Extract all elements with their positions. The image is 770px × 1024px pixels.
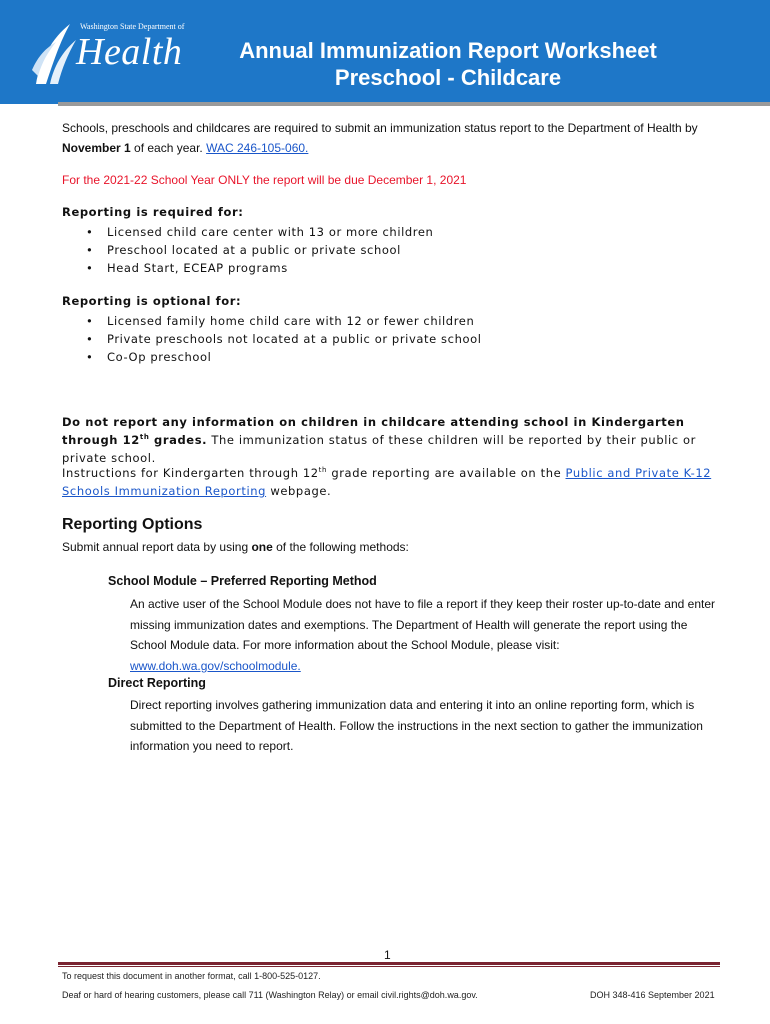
required-list: [62, 223, 433, 277]
required-heading: Reporting is required for:: [62, 205, 244, 219]
superscript: th: [318, 466, 328, 475]
header-divider: [58, 102, 770, 106]
optional-list: [62, 312, 482, 366]
doh-logo: [30, 18, 185, 88]
school-module-link[interactable]: www.doh.wa.gov/schoolmodule.: [130, 658, 301, 673]
options-intro-text: Submit annual report data by using: [62, 540, 252, 554]
intro-paragraph: [62, 118, 712, 158]
title-line-1: Annual Immunization Report Worksheet: [239, 38, 657, 63]
school-module-paragraph: [130, 594, 724, 676]
logo-health-text: Health: [76, 31, 183, 73]
do-not-report-paragraph: [62, 413, 722, 467]
reporting-options-heading: Reporting Options: [62, 516, 203, 533]
footer-format-request: To request this document in another format, call 1-800-525-0127.: [62, 971, 321, 981]
title-line-2: Preschool - Childcare: [334, 65, 562, 90]
header-banner: [0, 0, 770, 104]
direct-reporting-heading: Direct Reporting: [108, 676, 206, 690]
deadline-notice: For the 2021-22 School Year ONLY the report will be due December 1, 2021: [62, 173, 467, 187]
do-not-report-bold-end: grades.: [149, 433, 208, 447]
footer-rule-thin: [58, 966, 720, 967]
footer-rule: [58, 962, 720, 965]
logo-department-text: Washington State Department of: [80, 22, 185, 31]
intro-deadline: November 1: [62, 141, 131, 155]
page-title: [190, 37, 706, 91]
intro-text: Schools, preschools and childcares are required to submit an immunization status report to the Department of Health by: [62, 121, 698, 135]
leaf-icon: [30, 20, 78, 86]
options-intro-bold: one: [251, 540, 273, 554]
page-number: 1: [384, 948, 391, 962]
footer-doc-id: DOH 348-416 September 2021: [590, 990, 715, 1000]
instructions-paragraph: [62, 464, 722, 500]
direct-reporting-paragraph: Direct reporting involves gathering immunization data and entering it into an online reporting form, which is submitted to the Department of Health. Follow the instructions in the next section to gather the immunization information you need to report.: [130, 698, 703, 753]
footer-accessibility: Deaf or hard of hearing customers, please call 711 (Washington Relay) or email civil.rights@doh.wa.gov.: [62, 990, 478, 1000]
do-not-report-bold: Do not report any information on children in childcare attending school in Kindergarten through 12: [62, 415, 685, 447]
instructions-text-end: webpage.: [266, 484, 332, 498]
list-item: • Preschool located at a public or private school: [62, 241, 433, 259]
list-item: • Co-Op preschool: [62, 348, 482, 366]
list-item: • Licensed child care center with 13 or more children: [62, 223, 433, 241]
school-module-heading: School Module – Preferred Reporting Method: [108, 574, 377, 588]
list-item: • Private preschools not located at a public or private school: [62, 330, 482, 348]
wac-link[interactable]: WAC 246-105-060.: [206, 141, 309, 155]
options-intro: [62, 537, 409, 557]
list-item: • Licensed family home child care with 12 or fewer children: [62, 312, 482, 330]
instructions-text: Instructions for Kindergarten through 12: [62, 466, 319, 480]
intro-text-after: of each year.: [130, 141, 207, 155]
list-item: • Head Start, ECEAP programs: [62, 259, 433, 277]
do-not-report-text: The immunization status of these children will be reported by their public or private school.: [62, 433, 696, 465]
options-intro-text-end: of the following methods:: [272, 540, 409, 554]
superscript: th: [139, 433, 150, 442]
k12-reporting-link[interactable]: Public and Private K-12 Schools Immunization Reporting: [62, 466, 712, 498]
school-module-text: An active user of the School Module does not have to file a report if they keep their roster up-to-date and enter missing immunization dates and exemptions. The Department of Health will generate the report using the School Module data. For more information about the School Module, please visit:: [130, 597, 716, 652]
instructions-text-mid: grade reporting are available on the: [327, 466, 566, 480]
optional-heading: Reporting is optional for:: [62, 294, 242, 308]
